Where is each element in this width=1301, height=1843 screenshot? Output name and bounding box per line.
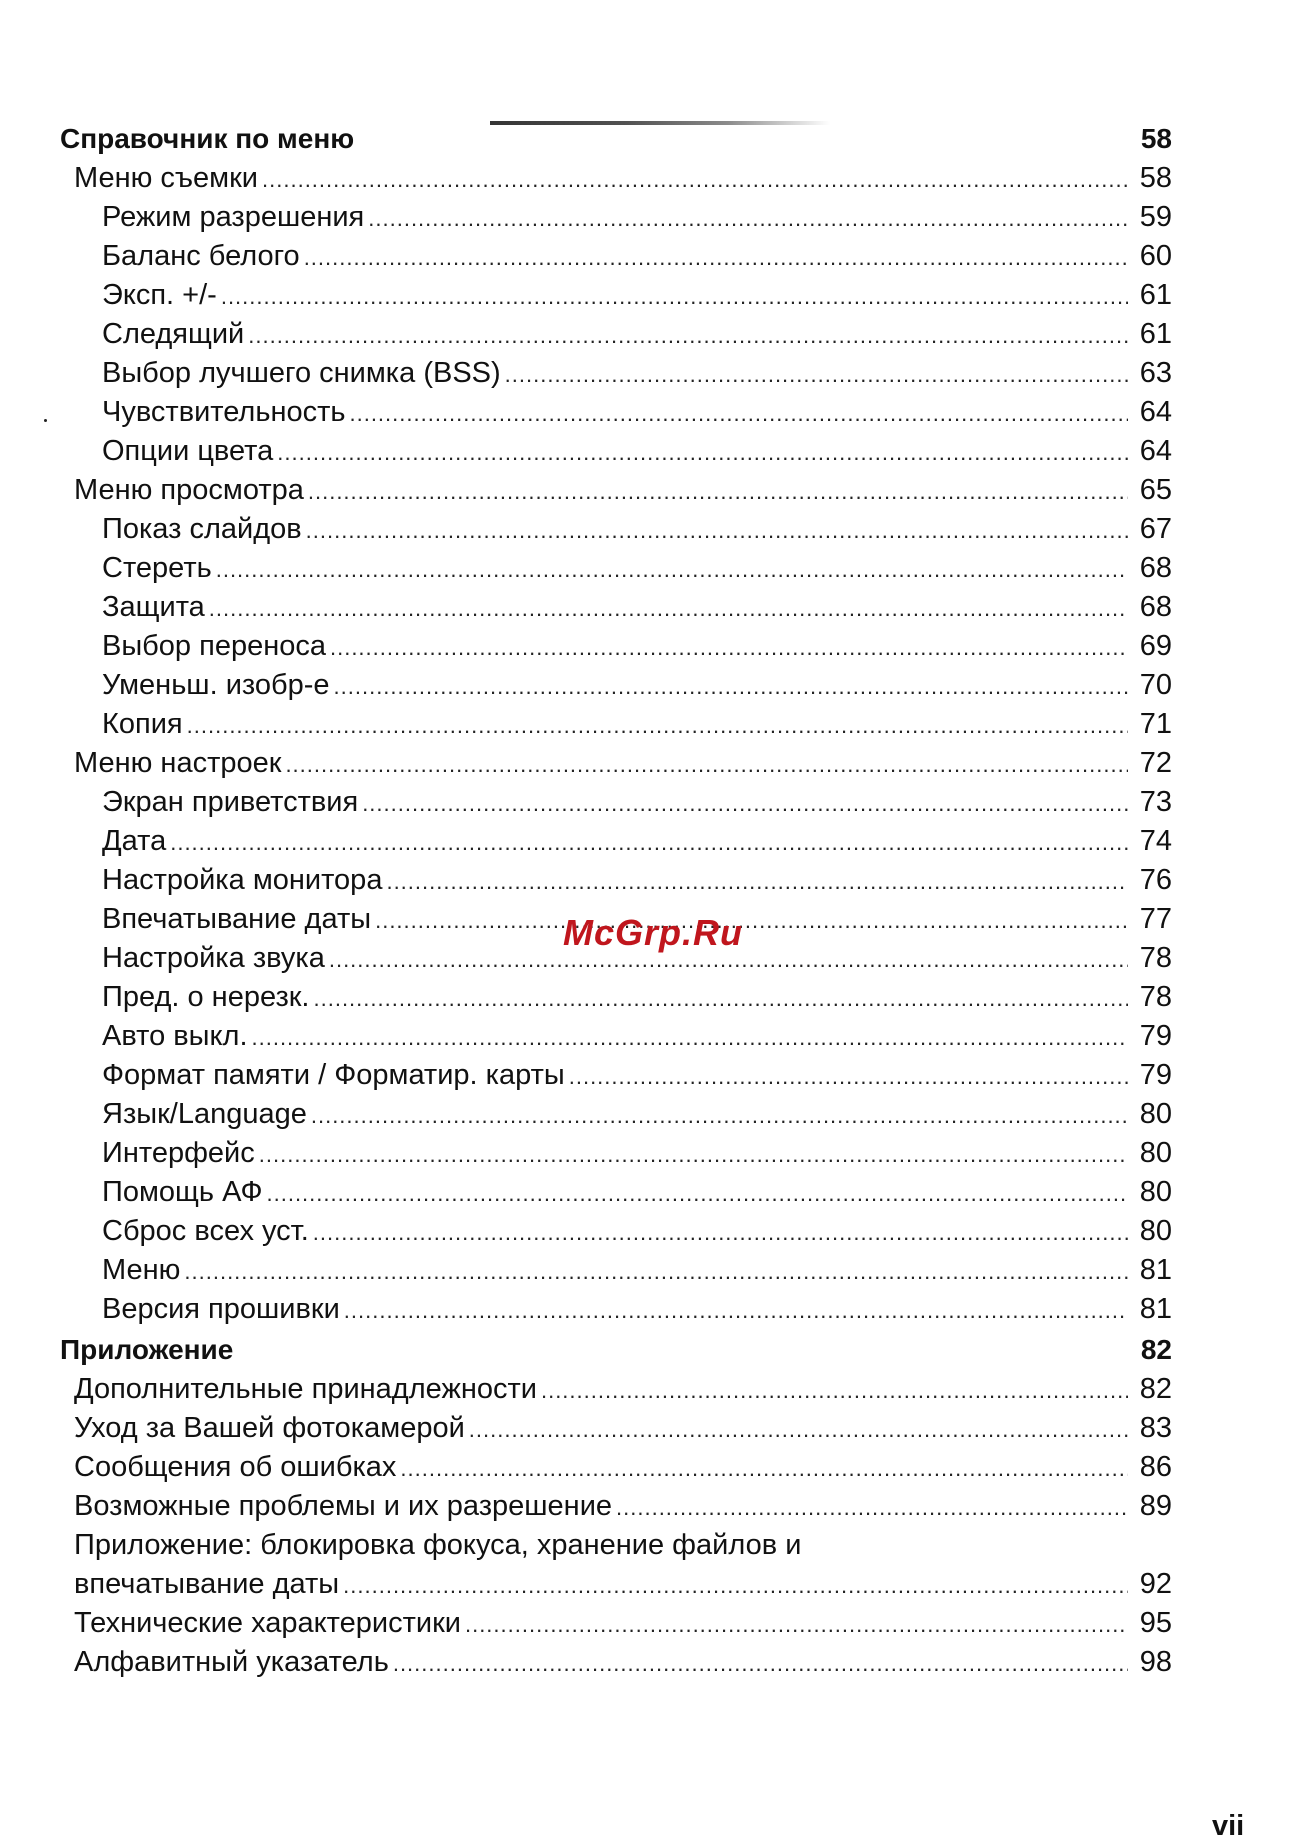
toc-subentry[interactable]	[60, 315, 1172, 354]
toc-entry-page: 79	[1139, 1059, 1172, 1091]
toc-entry-title: Технические характеристики	[74, 1607, 461, 1639]
toc-entry-page: 89	[1139, 1490, 1172, 1522]
toc-entry-title: Чувствительность	[102, 396, 346, 428]
toc-entry-page: 80	[1139, 1098, 1172, 1130]
toc-entry-title: Экран приветствия	[102, 786, 359, 818]
toc-entry-title: Дата	[102, 825, 167, 857]
toc-subentry[interactable]	[60, 1251, 1172, 1290]
toc-entry-title: Выбор переноса	[102, 630, 326, 662]
toc-entry-title: Уход за Вашей фотокамерой	[74, 1412, 465, 1444]
toc-section-heading[interactable]	[60, 118, 1172, 159]
dot-leader	[541, 1371, 1128, 1410]
toc-entry-title: Настройка монитора	[102, 864, 383, 896]
toc-entry[interactable]	[60, 1448, 1172, 1487]
toc-subentry[interactable]	[60, 432, 1172, 471]
dot-leader	[267, 1174, 1129, 1213]
toc-entry-page: 95	[1139, 1607, 1172, 1639]
toc-entry-page: 63	[1139, 357, 1172, 389]
dot-leader	[277, 433, 1128, 472]
dot-leader	[184, 1252, 1128, 1291]
toc-subentry[interactable]	[60, 588, 1172, 627]
dot-leader	[314, 979, 1129, 1018]
toc-entry-page: 92	[1139, 1568, 1172, 1600]
dot-leader	[252, 1018, 1129, 1057]
toc-entry-title: Впечатывание даты	[102, 903, 372, 935]
toc-entry-page: 80	[1139, 1176, 1172, 1208]
toc-entry-page: 61	[1139, 318, 1172, 350]
toc-entry-title: Формат памяти / Форматир. карты	[102, 1059, 565, 1091]
toc-entry-title: Копия	[102, 708, 183, 740]
dot-leader	[311, 1096, 1128, 1135]
toc-entry-title: Защита	[102, 591, 205, 623]
toc-entry-page: 78	[1139, 981, 1172, 1013]
toc-entry-title: Меню съемки	[74, 162, 259, 194]
toc-entry-title: Авто выкл.	[102, 1020, 248, 1052]
dot-leader	[306, 511, 1128, 550]
toc-entry-page: 78	[1139, 942, 1172, 974]
toc-entry[interactable]	[60, 744, 1172, 783]
toc-subentry[interactable]	[60, 1056, 1172, 1095]
toc-entry-title: Сброс всех уст.	[102, 1215, 309, 1247]
toc-entry-page: 79	[1139, 1020, 1172, 1052]
toc-entry[interactable]	[60, 159, 1172, 198]
toc-subentry[interactable]	[60, 822, 1172, 861]
dot-leader	[313, 1213, 1128, 1252]
table-of-contents	[60, 118, 1172, 1682]
dot-leader	[368, 199, 1128, 238]
toc-entry-title: Меню настроек	[74, 747, 282, 779]
toc-entry-title: Интерфейс	[102, 1137, 255, 1169]
toc-entry-title: Версия прошивки	[102, 1293, 340, 1325]
dot-leader	[285, 745, 1128, 784]
dot-leader	[248, 316, 1128, 355]
dot-leader	[221, 277, 1128, 316]
toc-entry-title: Баланс белого	[102, 240, 300, 272]
toc-entry[interactable]	[60, 1526, 1172, 1565]
dot-leader	[304, 238, 1128, 277]
dot-leader	[343, 1566, 1128, 1605]
page-number: vii	[1212, 1810, 1245, 1842]
toc-entry-page: 65	[1139, 474, 1172, 506]
toc-entry-page: 72	[1139, 747, 1172, 779]
toc-entry[interactable]	[60, 1604, 1172, 1643]
toc-entry-page: 77	[1139, 903, 1172, 935]
dot-leader	[349, 394, 1128, 433]
toc-subentry[interactable]	[60, 198, 1172, 237]
toc-subentry[interactable]	[60, 354, 1172, 393]
toc-entry-page: 81	[1139, 1293, 1172, 1325]
dot-leader	[216, 550, 1128, 589]
toc-entry-page: 73	[1139, 786, 1172, 818]
toc-entry-page: 58	[1140, 123, 1172, 154]
toc-entry-page: 58	[1139, 162, 1172, 194]
dot-leader	[393, 1644, 1128, 1683]
scan-speck	[44, 419, 47, 422]
toc-entry-page: 68	[1139, 591, 1172, 623]
dot-leader	[400, 1449, 1128, 1488]
toc-subentry[interactable]	[60, 1290, 1172, 1329]
dot-leader	[469, 1410, 1128, 1449]
toc-subentry[interactable]	[60, 276, 1172, 315]
toc-section-heading[interactable]	[60, 1329, 1172, 1370]
toc-entry-title: впечатывание даты	[74, 1568, 340, 1600]
toc-entry-title: Приложение: блокировка фокуса, хранение файлов и	[74, 1529, 802, 1561]
toc-subentry[interactable]	[60, 783, 1172, 822]
toc-entry-title: Выбор лучшего снимка (BSS)	[102, 357, 501, 389]
toc-subentry[interactable]	[60, 666, 1172, 705]
toc-entry-page: 70	[1139, 669, 1172, 701]
toc-entry-title: Справочник по меню	[60, 123, 355, 154]
dot-leader	[344, 1291, 1128, 1330]
dot-leader	[308, 472, 1128, 511]
toc-subentry[interactable]	[60, 510, 1172, 549]
toc-entry-title: Меню	[102, 1254, 181, 1286]
toc-entry-page: 80	[1139, 1215, 1172, 1247]
toc-entry-page: 74	[1139, 825, 1172, 857]
watermark: McGrp.Ru	[563, 912, 744, 953]
toc-entry-title: Язык/Language	[102, 1098, 307, 1130]
toc-entry-title: Приложение	[60, 1334, 234, 1365]
toc-entry[interactable]	[60, 1487, 1172, 1526]
toc-entry-page: 82	[1140, 1334, 1172, 1365]
toc-entry[interactable]	[60, 471, 1172, 510]
toc-subentry[interactable]	[60, 1212, 1172, 1251]
toc-entry[interactable]	[60, 1643, 1172, 1682]
toc-entry-title: Возможные проблемы и их разрешение	[74, 1490, 613, 1522]
dot-leader	[569, 1057, 1128, 1096]
dot-leader	[170, 823, 1128, 862]
toc-subentry[interactable]	[60, 237, 1172, 276]
toc-entry-title: Пред. о нерезк.	[102, 981, 310, 1013]
dot-leader	[209, 589, 1128, 628]
toc-entry-title: Дополнительные принадлежности	[74, 1373, 537, 1405]
toc-subentry[interactable]	[60, 861, 1172, 900]
toc-entry-page: 82	[1139, 1373, 1172, 1405]
dot-leader	[505, 355, 1128, 394]
toc-entry-title: Сообщения об ошибках	[74, 1451, 397, 1483]
toc-entry-title: Настройка звука	[102, 942, 325, 974]
toc-entry-title: Алфавитный указатель	[74, 1646, 389, 1678]
toc-entry-page: 68	[1139, 552, 1172, 584]
toc-entry[interactable]	[60, 1409, 1172, 1448]
toc-entry-page: 81	[1139, 1254, 1172, 1286]
toc-entry-title: Стереть	[102, 552, 212, 584]
toc-entry-page: 86	[1139, 1451, 1172, 1483]
dot-leader	[334, 667, 1128, 706]
toc-entry-title: Опции цвета	[102, 435, 274, 467]
toc-entry-page: 60	[1139, 240, 1172, 272]
dot-leader	[262, 160, 1128, 199]
dot-leader	[362, 784, 1128, 823]
dot-leader	[330, 628, 1128, 667]
toc-entry-title: Эксп. +/-	[102, 279, 217, 311]
toc-entry[interactable]	[60, 1370, 1172, 1409]
dot-leader	[187, 706, 1128, 745]
toc-subentry[interactable]	[60, 549, 1172, 588]
toc-subentry[interactable]	[60, 978, 1172, 1017]
toc-entry-page: 59	[1139, 201, 1172, 233]
dot-leader	[386, 862, 1128, 901]
toc-entry-continuation[interactable]	[60, 1565, 1172, 1604]
toc-subentry[interactable]	[60, 705, 1172, 744]
toc-entry-title: Меню просмотра	[74, 474, 304, 506]
toc-subentry[interactable]	[60, 1017, 1172, 1056]
toc-entry-page: 64	[1139, 435, 1172, 467]
toc-subentry[interactable]	[60, 627, 1172, 666]
toc-entry-title: Уменьш. изобр-е	[102, 669, 330, 701]
dot-leader	[616, 1488, 1128, 1527]
toc-entry-title: Режим разрешения	[102, 201, 365, 233]
toc-entry-page: 83	[1139, 1412, 1172, 1444]
toc-entry-title: Следящий	[102, 318, 245, 350]
toc-entry-page: 64	[1139, 396, 1172, 428]
toc-subentry[interactable]	[60, 393, 1172, 432]
toc-entry-page: 98	[1139, 1646, 1172, 1678]
toc-entry-title: Показ слайдов	[102, 513, 302, 545]
toc-entry-page: 67	[1139, 513, 1172, 545]
toc-subentry[interactable]	[60, 1134, 1172, 1173]
toc-entry-page: 80	[1139, 1137, 1172, 1169]
toc-entry-page: 71	[1139, 708, 1172, 740]
toc-entry-page: 69	[1139, 630, 1172, 662]
toc-entry-title: Помощь АФ	[102, 1176, 263, 1208]
dot-leader	[375, 901, 1128, 940]
dot-leader	[465, 1605, 1128, 1644]
toc-entry-page: 61	[1139, 279, 1172, 311]
toc-entry-page: 76	[1139, 864, 1172, 896]
dot-leader	[259, 1135, 1128, 1174]
toc-subentry[interactable]	[60, 1095, 1172, 1134]
toc-subentry[interactable]	[60, 1173, 1172, 1212]
